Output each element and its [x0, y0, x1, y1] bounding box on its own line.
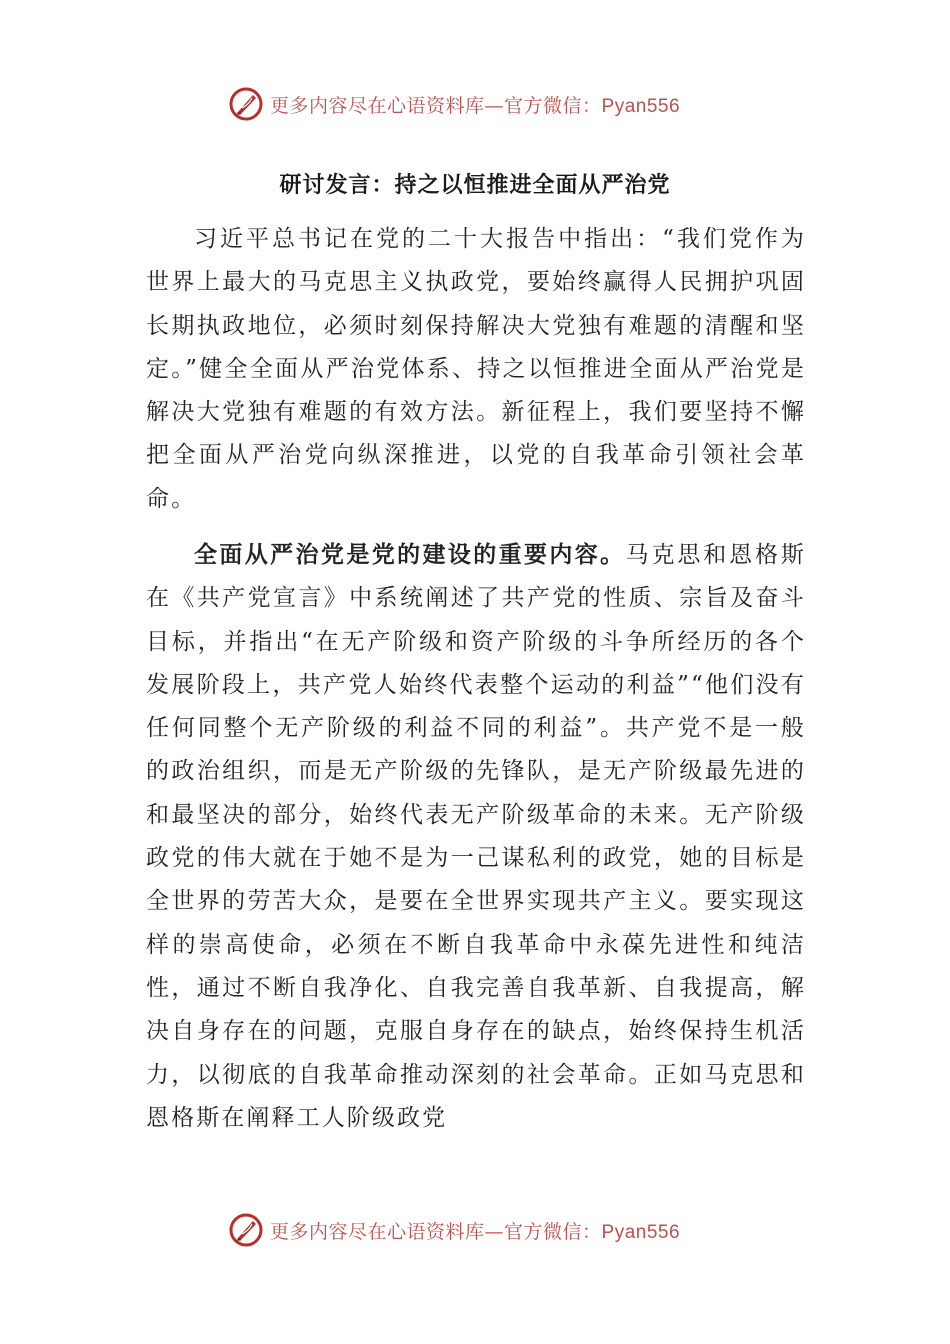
- paragraph-1: 习近平总书记在党的二十大报告中指出：“我们党作为世界上最大的马克思主义执政党，要始终赢得人民拥护巩固长期执政地位，必须时刻保持解决大党独有难题的清醒和坚定。”健全全面从严治党体系、持之以恒推进全面从严治党是解决大党独有难题的有效方法。新征程上，我们要坚持不懈把全面从严治党向纵深推进，以党的自我革命引领社会革命。: [146, 226, 806, 512]
- footer-banner-text: 更多内容尽在心语资料库—官方微信：Pyan556: [270, 1220, 681, 1243]
- wechat-account: Pyan556: [601, 95, 681, 117]
- quill-pen-logo-icon: [228, 1212, 264, 1248]
- header-banner[interactable]: [228, 84, 728, 124]
- paragraph-2-lead: 全面从严治党是党的建设的重要内容。: [194, 542, 626, 568]
- wechat-account: Pyan556: [601, 1221, 681, 1243]
- paragraph-2-text: 马克思和恩格斯在《共产党宣言》中系统阐述了共产党的性质、宗旨及奋斗目标，并指出“在无产阶级和资产阶级的斗争所经历的各个发展阶段上，共产党人始终代表整个运动的利益”“他们没有任何同整个无产阶级的利益不同的利益”。共产党不是一般的政治组织，而是无产阶级的先锋队，是无产阶级最先进的和最坚决的部分，始终代表无产阶级革命的未来。无产阶级政党的伟大就在于她不是为一己谋私利的政党，她的目标是全世界的劳苦大众，是要在全世界实现共产主义。要实现这样的崇高使命，必须在不断自我革命中永葆先进性和纯洁性，通过不断自我净化、自我完善自我革新、自我提高，解决自身存在的问题，克服自身存在的缺点，始终保持生机活力，以彻底的自我革命推动深刻的社会革命。正如马克思和恩格斯在阐释工人阶级政党: [146, 542, 806, 1131]
- quill-pen-logo-icon: [228, 86, 264, 122]
- page-title: 研讨发言：持之以恒推进全面从严治党: [279, 173, 671, 198]
- paragraph-2: [146, 534, 806, 1140]
- footer-banner[interactable]: [228, 1210, 728, 1250]
- header-banner-text: 更多内容尽在心语资料库—官方微信：Pyan556: [270, 94, 681, 117]
